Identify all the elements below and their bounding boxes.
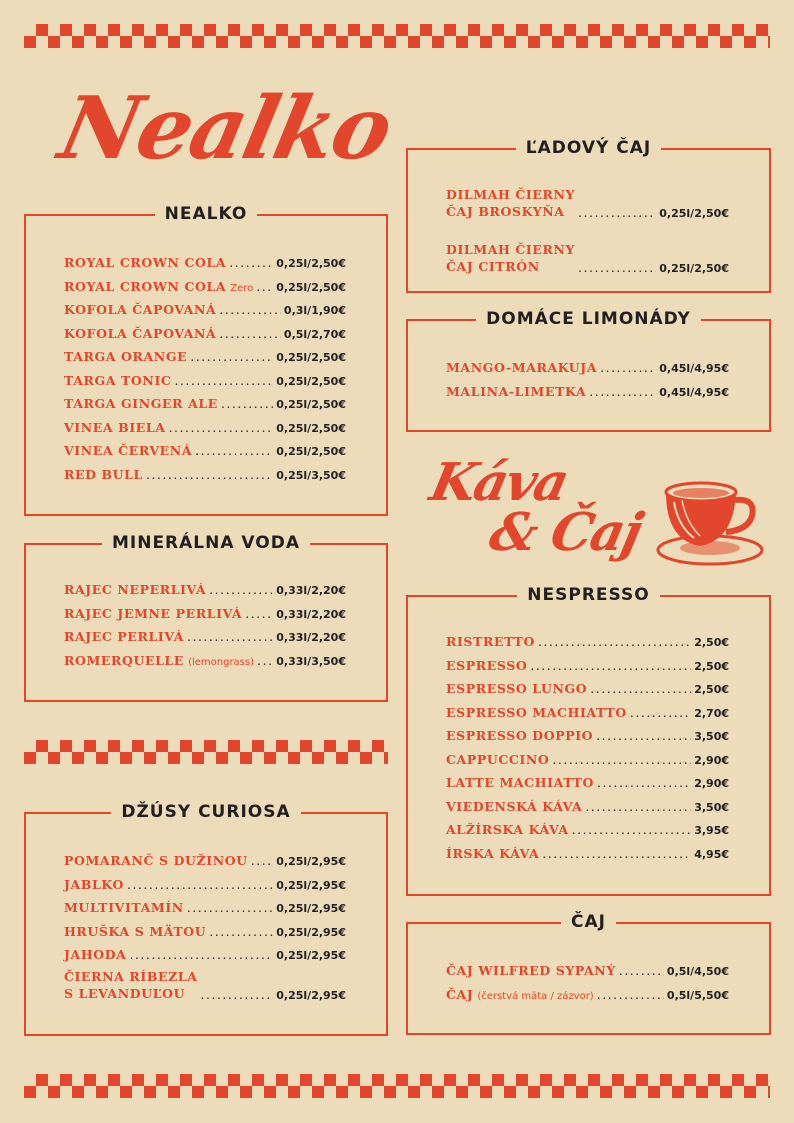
menu-item-name: ESPRESSO DOPPIO bbox=[446, 728, 594, 743]
nealko-script-title: Nealko bbox=[51, 78, 400, 179]
menu-item-price: 0,25l/2,50€ bbox=[276, 398, 346, 411]
menu-item-name: ALŽÍRSKA KÁVA bbox=[446, 822, 569, 837]
menu-item-name: VINEA BIELA bbox=[64, 419, 166, 435]
menu-item bbox=[64, 577, 346, 597]
menu-item bbox=[64, 648, 346, 668]
menu-item bbox=[64, 344, 346, 364]
menu-item-price: 0,33l/2,20€ bbox=[276, 607, 346, 621]
menu-item-price: 0,25l/2,95€ bbox=[276, 855, 346, 868]
menu-item bbox=[64, 919, 346, 939]
menu-item-name: ESPRESSO bbox=[446, 657, 528, 673]
menu-item-name: RISTRETTO bbox=[446, 634, 535, 649]
menu-item bbox=[446, 700, 729, 720]
mineralna-voda-section-title: MINERÁLNA VODA bbox=[102, 533, 310, 553]
menu-item-price: 0,5l/2,70€ bbox=[283, 327, 346, 341]
menu-item bbox=[446, 770, 729, 790]
dot-leader bbox=[209, 582, 273, 597]
dot-leader bbox=[596, 728, 691, 743]
caj-section bbox=[406, 912, 771, 1035]
dot-leader bbox=[256, 279, 273, 294]
menu-item-price: 4,95€ bbox=[694, 847, 729, 861]
nealko-section bbox=[24, 204, 388, 516]
dot-leader bbox=[578, 260, 656, 275]
menu-item-name: ČIERNA RÍBEZLA S LEVANDUĽOU bbox=[64, 968, 198, 1001]
menu-item bbox=[446, 629, 729, 649]
menu-item bbox=[64, 250, 346, 270]
dot-leader bbox=[589, 384, 656, 399]
menu-item-name: TARGA TONIC bbox=[64, 372, 172, 388]
dot-leader bbox=[221, 396, 273, 411]
menu-item-name: ROYAL CROWN COLA bbox=[64, 255, 227, 270]
menu-item-name: VIEDENSKÁ KÁVA bbox=[446, 798, 583, 814]
menu-item-price: 0,25l/2,95€ bbox=[276, 949, 346, 962]
menu-item-price: 0,25l/2,50€ bbox=[276, 280, 346, 294]
menu-item-name: DILMAH ČIERNY ČAJ CITRÓN bbox=[446, 242, 576, 274]
dot-leader bbox=[590, 681, 691, 696]
dot-leader bbox=[195, 443, 273, 458]
menu-item-note: (lemongrass) bbox=[188, 656, 254, 668]
dot-leader bbox=[187, 900, 273, 915]
dot-leader bbox=[600, 360, 656, 375]
dot-leader bbox=[245, 606, 273, 621]
dot-leader bbox=[229, 255, 273, 270]
dot-leader bbox=[127, 877, 273, 892]
menu-item-name: LATTE MACHIATTO bbox=[446, 775, 595, 790]
dot-leader bbox=[219, 302, 281, 317]
menu-item bbox=[446, 379, 729, 399]
menu-item-name: ESPRESSO MACHIATTO bbox=[446, 704, 627, 720]
menu-item-price: 3,95€ bbox=[694, 824, 729, 837]
menu-item-price: 0,33l/2,20€ bbox=[276, 631, 346, 644]
dot-leader bbox=[552, 752, 691, 767]
menu-item-name: RED BULL bbox=[64, 466, 143, 482]
kava-caj-script-title bbox=[415, 452, 655, 563]
menu-item-name: ESPRESSO LUNGO bbox=[446, 681, 588, 696]
menu-item-price: 0,25l/2,50€ bbox=[276, 421, 346, 435]
menu-item bbox=[446, 982, 729, 1002]
dot-leader bbox=[585, 799, 691, 814]
menu-item-price: 0,25l/2,95€ bbox=[276, 988, 346, 1002]
menu-item-name: MULTIVITAMÍN bbox=[64, 900, 184, 915]
menu-item-price: 0,45l/4,95€ bbox=[659, 385, 729, 399]
dot-leader bbox=[578, 205, 656, 220]
menu-item bbox=[64, 297, 346, 317]
menu-item bbox=[64, 438, 346, 458]
kava-title-line1: Káva bbox=[424, 452, 573, 513]
dot-leader bbox=[201, 987, 274, 1002]
menu-item bbox=[446, 239, 729, 275]
dot-leader bbox=[257, 653, 273, 668]
menu-item-name: RAJEC NEPERLIVÁ bbox=[64, 582, 207, 597]
menu-item bbox=[446, 355, 729, 375]
checker-divider bbox=[24, 740, 388, 764]
menu-item-name: KOFOLA ČAPOVANÁ bbox=[64, 325, 217, 341]
menu-item bbox=[446, 817, 729, 837]
menu-item bbox=[64, 942, 346, 962]
menu-item-name: HRUŠKA S MÄTOU bbox=[64, 923, 207, 939]
dot-leader bbox=[146, 467, 273, 482]
dot-leader bbox=[190, 349, 273, 364]
menu-item-price: 2,50€ bbox=[694, 636, 729, 649]
menu-item-price: 2,90€ bbox=[694, 777, 729, 790]
caj-section-title: ČAJ bbox=[561, 912, 616, 932]
coffee-cup-icon bbox=[652, 478, 764, 568]
menu-item bbox=[64, 321, 346, 341]
menu-item-price: 2,50€ bbox=[694, 683, 729, 696]
menu-item-price: 0,45l/4,95€ bbox=[659, 362, 729, 375]
dot-leader bbox=[542, 846, 691, 861]
menu-item-price: 2,90€ bbox=[694, 753, 729, 767]
menu-item bbox=[446, 184, 729, 220]
menu-item-name: POMARANČ S DUŽINOU bbox=[64, 853, 248, 868]
menu-item-price: 3,50€ bbox=[694, 800, 729, 814]
menu-item-price: 2,50€ bbox=[694, 659, 729, 673]
menu-item-price: 0,5l/4,50€ bbox=[666, 965, 729, 978]
menu-item bbox=[64, 415, 346, 435]
menu-item bbox=[64, 895, 346, 915]
checker-border-top bbox=[24, 24, 770, 48]
menu-item bbox=[446, 841, 729, 861]
menu-item-name: CAPPUCCINO bbox=[446, 751, 550, 767]
menu-item-price: 0,25l/2,95€ bbox=[276, 902, 346, 915]
menu-item bbox=[64, 462, 346, 482]
menu-item-price: 3,50€ bbox=[694, 730, 729, 743]
menu-item-price: 0,25l/2,50€ bbox=[276, 374, 346, 388]
domace-limonady-section bbox=[406, 309, 771, 432]
menu-item-note: (čerstvá mäta / zázvor) bbox=[477, 990, 594, 1002]
ladovy-caj-section bbox=[406, 138, 771, 293]
dot-leader bbox=[129, 947, 273, 962]
menu-item-name: VINEA ČERVENÁ bbox=[64, 443, 193, 458]
domace-limonady-section-title: DOMÁCE LIMONÁDY bbox=[476, 309, 701, 329]
menu-item bbox=[446, 653, 729, 673]
dot-leader bbox=[630, 705, 691, 720]
menu-item-price: 0,25l/2,50€ bbox=[276, 445, 346, 458]
kava-title-line2: & Čaj bbox=[484, 502, 647, 563]
menu-item-price: 0,25l/2,50€ bbox=[659, 207, 729, 220]
menu-item-price: 0,25l/2,95€ bbox=[276, 878, 346, 892]
dot-leader bbox=[209, 924, 273, 939]
menu-item bbox=[446, 723, 729, 743]
menu-item bbox=[64, 848, 346, 868]
menu-item-name: RAJEC JEMNE PERLIVÁ bbox=[64, 605, 243, 621]
menu-item-price: 0,25l/2,95€ bbox=[276, 925, 346, 939]
dot-leader bbox=[169, 420, 274, 435]
ladovy-caj-section-title: ĽADOVÝ ČAJ bbox=[516, 138, 661, 158]
menu-item-name: ČAJ WILFRED SYPANÝ bbox=[446, 963, 616, 978]
menu-item-note: Zero bbox=[230, 282, 254, 294]
menu-item bbox=[64, 966, 346, 1002]
menu-item-name: ROYAL CROWN COLA bbox=[64, 278, 227, 294]
nespresso-section bbox=[406, 585, 771, 896]
nealko-section-title: NEALKO bbox=[155, 204, 258, 224]
dot-leader bbox=[219, 326, 281, 341]
menu-item-price: 0,25l/2,50€ bbox=[659, 262, 729, 275]
dot-leader bbox=[187, 629, 273, 644]
menu-item-name: DILMAH ČIERNY ČAJ BROSKYŇA bbox=[446, 187, 576, 219]
dot-leader bbox=[572, 822, 692, 837]
dot-leader bbox=[174, 373, 273, 388]
menu-item bbox=[446, 676, 729, 696]
checker-border-bottom bbox=[24, 1074, 770, 1098]
nespresso-section-title: NESPRESSO bbox=[517, 585, 659, 605]
menu-item-price: 0,25l/2,50€ bbox=[276, 257, 346, 270]
menu-item bbox=[446, 958, 729, 978]
menu-item-price: 0,33l/3,50€ bbox=[276, 654, 346, 668]
dot-leader bbox=[538, 634, 691, 649]
menu-item bbox=[64, 391, 346, 411]
menu-item bbox=[64, 368, 346, 388]
menu-item-price: 0,5l/5,50€ bbox=[666, 988, 729, 1002]
dot-leader bbox=[597, 775, 691, 790]
menu-item bbox=[64, 274, 346, 294]
menu-item bbox=[64, 624, 346, 644]
dzusy-section-title: DŽÚSY CURIOSA bbox=[111, 802, 300, 822]
menu-item bbox=[446, 747, 729, 767]
menu-item-name: TARGA ORANGE bbox=[64, 349, 188, 364]
menu-item-name: TARGA GINGER ALE bbox=[64, 396, 218, 411]
menu-item bbox=[446, 794, 729, 814]
menu-item bbox=[64, 872, 346, 892]
menu-item-name: MANGO-MARAKUJA bbox=[446, 360, 598, 375]
dot-leader bbox=[251, 853, 274, 868]
menu-item-name: JAHODA bbox=[64, 947, 127, 962]
menu-item-name: JABLKO bbox=[64, 876, 124, 892]
menu-item-price: 0,33l/2,20€ bbox=[276, 584, 346, 597]
dzusy-section bbox=[24, 802, 388, 1036]
menu-item-name: KOFOLA ČAPOVANÁ bbox=[64, 302, 217, 317]
menu-item-price: 2,70€ bbox=[694, 706, 729, 720]
mineralna-voda-section bbox=[24, 533, 388, 702]
dot-leader bbox=[597, 987, 664, 1002]
menu-item bbox=[64, 601, 346, 621]
dot-leader bbox=[619, 963, 664, 978]
menu-item-name: MALINA-LIMETKA bbox=[446, 383, 587, 399]
dot-leader bbox=[530, 658, 691, 673]
menu-item-price: 0,25l/2,50€ bbox=[276, 351, 346, 364]
menu-item-price: 0,3l/1,90€ bbox=[283, 304, 346, 317]
menu-item-name: ČAJ bbox=[446, 986, 474, 1002]
menu-item-name: ÍRSKA KÁVA bbox=[446, 845, 540, 861]
menu-item-name: ROMERQUELLE bbox=[64, 652, 185, 668]
menu-item-price: 0,25l/3,50€ bbox=[276, 468, 346, 482]
menu-item-name: RAJEC PERLIVÁ bbox=[64, 629, 185, 644]
